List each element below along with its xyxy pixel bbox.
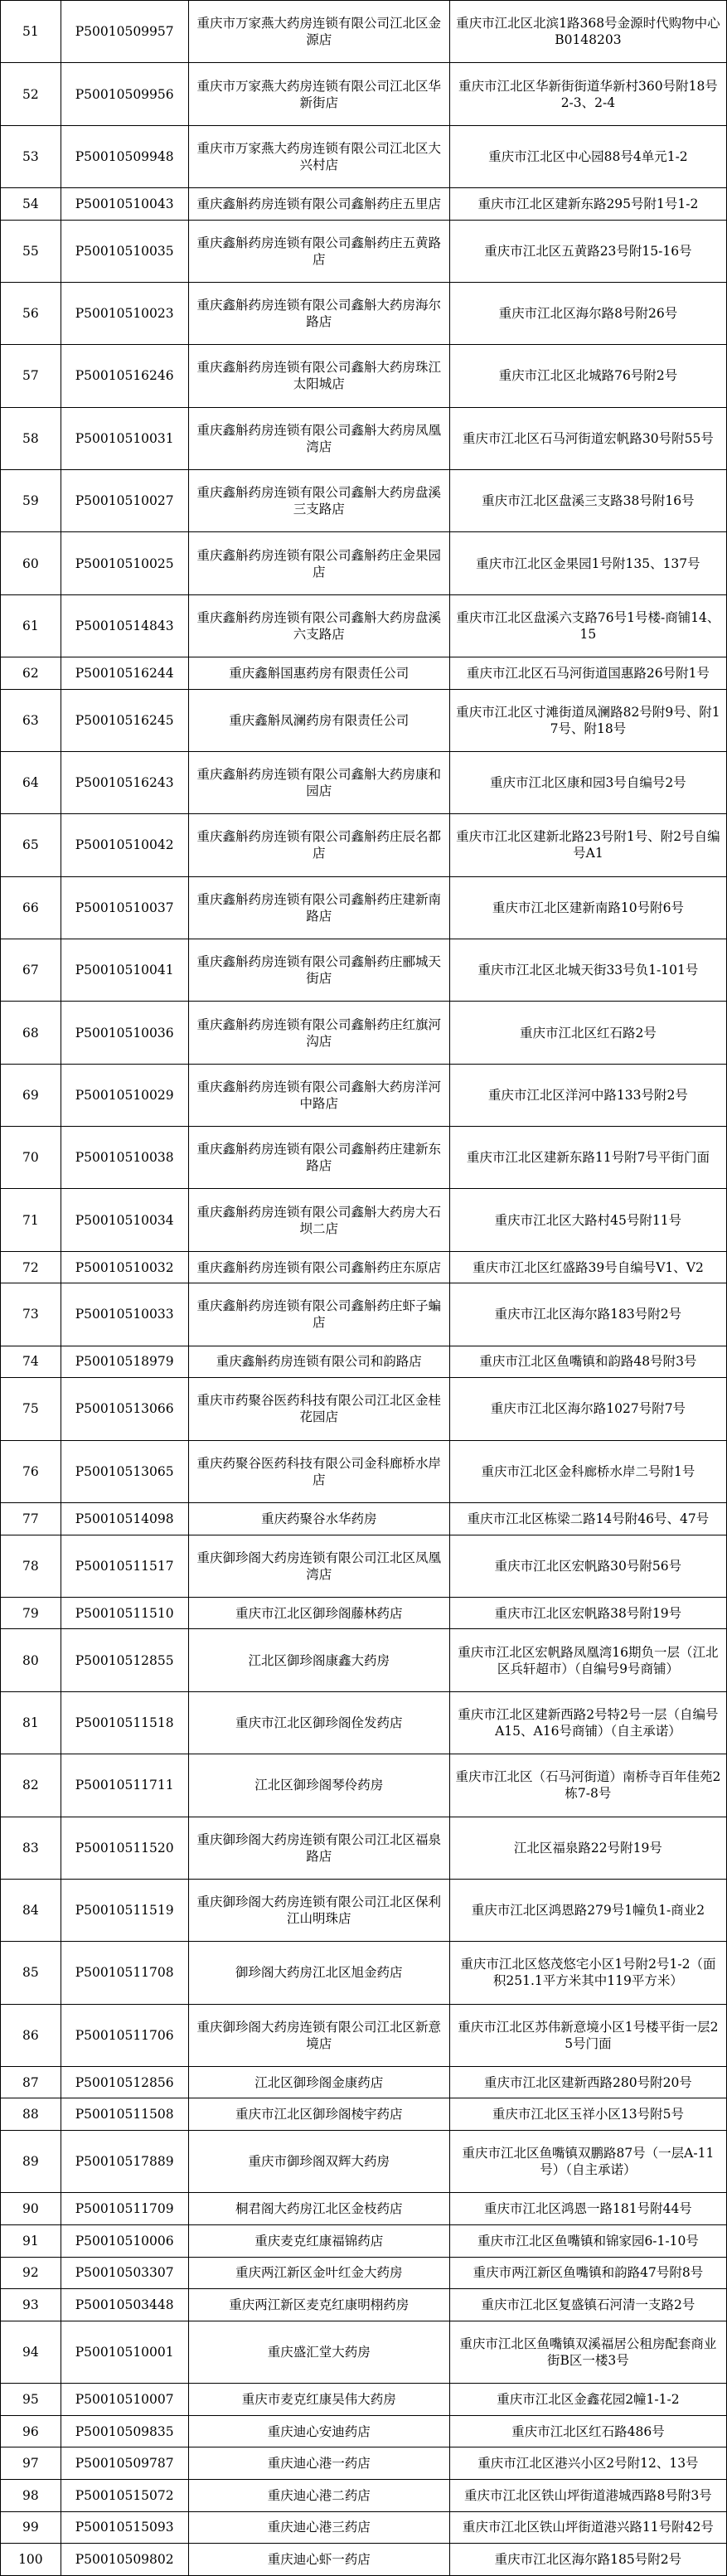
row-number-cell: 81 bbox=[1, 1691, 61, 1754]
pharmacy-name-cell: 重庆鑫斛药房连锁有限公司鑫斛药庄金果园店 bbox=[188, 532, 449, 594]
row-number-cell: 94 bbox=[1, 2321, 61, 2383]
row-number-cell: 62 bbox=[1, 657, 61, 690]
table-row bbox=[1, 1754, 727, 1817]
table-row bbox=[1, 2544, 727, 2576]
table-body bbox=[1, 1, 727, 2576]
pharmacy-name-cell: 重庆鑫斛药房连锁有限公司鑫斛药庄东原店 bbox=[188, 1251, 449, 1283]
table-row bbox=[1, 657, 727, 690]
row-number-cell: 83 bbox=[1, 1817, 61, 1879]
pharmacy-address-cell: 江北区福泉路22号附19号 bbox=[449, 1817, 726, 1879]
row-number-cell: 68 bbox=[1, 1002, 61, 1064]
pharmacy-id-cell: P50010510033 bbox=[61, 1283, 188, 1346]
pharmacy-id-cell: P50010518979 bbox=[61, 1346, 188, 1378]
row-number-cell: 54 bbox=[1, 188, 61, 221]
pharmacy-id-cell: P50010509802 bbox=[61, 2544, 188, 2576]
pharmacy-address-cell: 重庆市江北区北滨1路368号金源时代购物中心B0148203 bbox=[449, 1, 726, 63]
pharmacy-name-cell: 重庆鑫斛药房连锁有限公司鑫斛药庄郦城天街店 bbox=[188, 939, 449, 1002]
table-row bbox=[1, 1879, 727, 1941]
row-number-cell: 92 bbox=[1, 2257, 61, 2289]
pharmacy-name-cell: 重庆迪心港二药店 bbox=[188, 2479, 449, 2511]
table-row bbox=[1, 2511, 727, 2544]
pharmacy-name-cell: 重庆鑫斛药房连锁有限公司鑫斛药庄五里店 bbox=[188, 188, 449, 221]
pharmacy-name-cell: 重庆鑫斛药房连锁有限公司鑫斛药庄建新东路店 bbox=[188, 1127, 449, 1189]
pharmacy-name-cell: 重庆市万家燕大药房连锁有限公司江北区华新街店 bbox=[188, 63, 449, 125]
table-row bbox=[1, 2384, 727, 2416]
pharmacy-address-cell: 重庆市江北区鸿恩一路181号附44号 bbox=[449, 2193, 726, 2225]
pharmacy-id-cell: P50010516243 bbox=[61, 751, 188, 813]
table-row bbox=[1, 1378, 727, 1440]
table-row bbox=[1, 2479, 727, 2511]
row-number-cell: 97 bbox=[1, 2447, 61, 2480]
pharmacy-address-cell: 重庆市江北区金鑫花园2幢1-1-2 bbox=[449, 2384, 726, 2416]
pharmacy-id-cell: P50010511708 bbox=[61, 1942, 188, 2004]
pharmacy-id-cell: P50010510029 bbox=[61, 1064, 188, 1126]
pharmacy-address-cell: 重庆市江北区港兴小区2号附12、13号 bbox=[449, 2447, 726, 2480]
pharmacy-id-cell: P50010510037 bbox=[61, 876, 188, 939]
pharmacy-id-cell: P50010509948 bbox=[61, 125, 188, 187]
pharmacy-id-cell: P50010512856 bbox=[61, 2066, 188, 2098]
pharmacy-name-cell: 重庆御珍阁大药房连锁有限公司江北区凤凰湾店 bbox=[188, 1535, 449, 1597]
pharmacy-address-cell: 重庆市江北区盘溪三支路38号附16号 bbox=[449, 470, 726, 532]
pharmacy-name-cell: 重庆药聚谷水华药房 bbox=[188, 1502, 449, 1535]
pharmacy-name-cell: 重庆御珍阁大药房连锁有限公司江北区保利江山明珠店 bbox=[188, 1879, 449, 1941]
pharmacy-id-cell: P50010510041 bbox=[61, 939, 188, 1002]
row-number-cell: 87 bbox=[1, 2066, 61, 2098]
pharmacy-address-cell: 重庆市江北区洋河中路133号附2号 bbox=[449, 1064, 726, 1126]
table-row bbox=[1, 876, 727, 939]
pharmacy-id-cell: P50010511520 bbox=[61, 1817, 188, 1879]
pharmacy-name-cell: 重庆鑫斛药房连锁有限公司鑫斛大药房珠江太阳城店 bbox=[188, 345, 449, 407]
pharmacy-id-cell: P50010516246 bbox=[61, 345, 188, 407]
pharmacy-name-cell: 重庆鑫斛凤澜药房有限责任公司 bbox=[188, 689, 449, 751]
table-row bbox=[1, 1691, 727, 1754]
pharmacy-id-cell: P50010510023 bbox=[61, 282, 188, 344]
pharmacy-id-cell: P50010510031 bbox=[61, 407, 188, 469]
pharmacy-name-cell: 重庆鑫斛药房连锁有限公司鑫斛大药房康和园店 bbox=[188, 751, 449, 813]
table-row bbox=[1, 689, 727, 751]
pharmacy-name-cell: 重庆市江北区御珍阁藤林药店 bbox=[188, 1597, 449, 1629]
table-row bbox=[1, 532, 727, 594]
row-number-cell: 60 bbox=[1, 532, 61, 594]
pharmacy-id-cell: P50010509956 bbox=[61, 63, 188, 125]
table-row bbox=[1, 2193, 727, 2225]
row-number-cell: 99 bbox=[1, 2511, 61, 2544]
pharmacy-address-cell: 重庆市江北区寸滩街道凤澜路82号附9号、附17号、附18号 bbox=[449, 689, 726, 751]
pharmacy-id-cell: P50010509787 bbox=[61, 2447, 188, 2480]
row-number-cell: 95 bbox=[1, 2384, 61, 2416]
pharmacy-address-cell: 重庆市江北区建新东路295号附1号1-2 bbox=[449, 188, 726, 221]
pharmacy-id-cell: P50010510038 bbox=[61, 1127, 188, 1189]
pharmacy-address-cell: 重庆市江北区红石路2号 bbox=[449, 1002, 726, 1064]
table-row bbox=[1, 345, 727, 407]
table-row bbox=[1, 1064, 727, 1126]
row-number-cell: 64 bbox=[1, 751, 61, 813]
pharmacy-name-cell: 重庆两江新区麦克红康明栩药房 bbox=[188, 2289, 449, 2321]
pharmacy-name-cell: 重庆御珍阁大药房连锁有限公司江北区福泉路店 bbox=[188, 1817, 449, 1879]
row-number-cell: 79 bbox=[1, 1597, 61, 1629]
row-number-cell: 65 bbox=[1, 814, 61, 876]
row-number-cell: 70 bbox=[1, 1127, 61, 1189]
table-row bbox=[1, 2066, 727, 2098]
pharmacy-name-cell: 重庆御珍阁大药房连锁有限公司江北区新意境店 bbox=[188, 2004, 449, 2066]
row-number-cell: 61 bbox=[1, 594, 61, 657]
row-number-cell: 85 bbox=[1, 1942, 61, 2004]
pharmacy-id-cell: P50010509835 bbox=[61, 2415, 188, 2447]
pharmacy-id-cell: P50010510035 bbox=[61, 220, 188, 282]
row-number-cell: 69 bbox=[1, 1064, 61, 1126]
table-row bbox=[1, 63, 727, 125]
pharmacy-name-cell: 江北区御珍阁琴伶药房 bbox=[188, 1754, 449, 1817]
table-row bbox=[1, 188, 727, 221]
row-number-cell: 100 bbox=[1, 2544, 61, 2576]
pharmacy-address-cell: 重庆市江北区中心园88号4单元1-2 bbox=[449, 125, 726, 187]
pharmacy-name-cell: 重庆鑫斛药房连锁有限公司鑫斛大药房盘溪六支路店 bbox=[188, 594, 449, 657]
pharmacy-id-cell: P50010515072 bbox=[61, 2479, 188, 2511]
pharmacy-id-cell: P50010503448 bbox=[61, 2289, 188, 2321]
table-row bbox=[1, 814, 727, 876]
row-number-cell: 53 bbox=[1, 125, 61, 187]
pharmacy-name-cell: 重庆迪心虾一药店 bbox=[188, 2544, 449, 2576]
pharmacy-name-cell: 重庆药聚谷医药科技有限公司金科廊桥水岸店 bbox=[188, 1440, 449, 1502]
row-number-cell: 84 bbox=[1, 1879, 61, 1941]
pharmacy-address-cell: 重庆市江北区海尔路8号附26号 bbox=[449, 282, 726, 344]
table-row bbox=[1, 1283, 727, 1346]
table-row bbox=[1, 125, 727, 187]
pharmacy-id-cell: P50010510001 bbox=[61, 2321, 188, 2383]
pharmacy-address-cell: 重庆市江北区鱼嘴镇和锦家园6-1-10号 bbox=[449, 2225, 726, 2258]
pharmacy-id-cell: P50010509957 bbox=[61, 1, 188, 63]
row-number-cell: 56 bbox=[1, 282, 61, 344]
row-number-cell: 93 bbox=[1, 2289, 61, 2321]
table-row bbox=[1, 1127, 727, 1189]
table-row bbox=[1, 2257, 727, 2289]
table-row bbox=[1, 1002, 727, 1064]
pharmacy-address-cell: 重庆市江北区建新西路2号特2号一层（自编号A15、A16号商铺）（自主承诺） bbox=[449, 1691, 726, 1754]
row-number-cell: 88 bbox=[1, 2098, 61, 2131]
pharmacy-id-cell: P50010510025 bbox=[61, 532, 188, 594]
pharmacy-id-cell: P50010511711 bbox=[61, 1754, 188, 1817]
pharmacy-name-cell: 重庆两江新区金叶红金大药房 bbox=[188, 2257, 449, 2289]
pharmacy-name-cell: 重庆市江北区御珍阁佺发药店 bbox=[188, 1691, 449, 1754]
row-number-cell: 72 bbox=[1, 1251, 61, 1283]
pharmacy-id-cell: P50010510043 bbox=[61, 188, 188, 221]
table-row bbox=[1, 751, 727, 813]
pharmacy-name-cell: 重庆市麦克红康吴伟大药房 bbox=[188, 2384, 449, 2416]
pharmacy-id-cell: P50010512855 bbox=[61, 1629, 188, 1691]
row-number-cell: 52 bbox=[1, 63, 61, 125]
pharmacy-address-cell: 重庆市江北区海尔路185号附2号 bbox=[449, 2544, 726, 2576]
row-number-cell: 59 bbox=[1, 470, 61, 532]
pharmacy-address-cell: 重庆市江北区金果园1号附135、137号 bbox=[449, 532, 726, 594]
pharmacy-address-cell: 重庆市江北区栋梁二路14号附46号、47号 bbox=[449, 1502, 726, 1535]
pharmacy-id-cell: P50010514843 bbox=[61, 594, 188, 657]
table-row bbox=[1, 1597, 727, 1629]
pharmacy-address-cell: 重庆市江北区五黄路23号附15-16号 bbox=[449, 220, 726, 282]
pharmacy-name-cell: 重庆鑫斛药房连锁有限公司鑫斛大药房海尔路店 bbox=[188, 282, 449, 344]
pharmacy-id-cell: P50010513065 bbox=[61, 1440, 188, 1502]
row-number-cell: 82 bbox=[1, 1754, 61, 1817]
row-number-cell: 98 bbox=[1, 2479, 61, 2511]
row-number-cell: 74 bbox=[1, 1346, 61, 1378]
pharmacy-name-cell: 御珍阁大药房江北区旭金药店 bbox=[188, 1942, 449, 2004]
pharmacy-address-cell: 重庆市江北区建新西路280号附20号 bbox=[449, 2066, 726, 2098]
pharmacy-address-cell: 重庆市江北区悠茂悠宅小区1号附2号1-2（面积251.1平方米其中119平方米） bbox=[449, 1942, 726, 2004]
pharmacy-address-cell: 重庆市江北区北城天街33号负1-101号 bbox=[449, 939, 726, 1002]
pharmacy-address-cell: 重庆市两江新区鱼嘴镇和韵路47号附8号 bbox=[449, 2257, 726, 2289]
pharmacy-address-cell: 重庆市江北区鱼嘴镇双溪福居公租房配套商业街B区一楼3号 bbox=[449, 2321, 726, 2383]
table-row bbox=[1, 2447, 727, 2480]
pharmacy-name-cell: 重庆市万家燕大药房连锁有限公司江北区大兴村店 bbox=[188, 125, 449, 187]
table-row bbox=[1, 407, 727, 469]
pharmacy-name-cell: 重庆鑫斛国惠药房有限责任公司 bbox=[188, 657, 449, 690]
pharmacy-address-cell: 重庆市江北区（石马河街道）南桥寺百年佳苑2栋7-8号 bbox=[449, 1754, 726, 1817]
pharmacy-name-cell: 重庆鑫斛药房连锁有限公司鑫斛药庄五黄路店 bbox=[188, 220, 449, 282]
pharmacy-name-cell: 桐君阁大药房江北区金枝药店 bbox=[188, 2193, 449, 2225]
pharmacy-name-cell: 重庆鑫斛药房连锁有限公司鑫斛药庄辰名都店 bbox=[188, 814, 449, 876]
row-number-cell: 91 bbox=[1, 2225, 61, 2258]
pharmacy-name-cell: 重庆鑫斛药房连锁有限公司鑫斛大药房洋河中路店 bbox=[188, 1064, 449, 1126]
pharmacy-id-cell: P50010510027 bbox=[61, 470, 188, 532]
row-number-cell: 76 bbox=[1, 1440, 61, 1502]
pharmacy-address-cell: 重庆市江北区石马河街道宏帆路30号附55号 bbox=[449, 407, 726, 469]
pharmacy-address-cell: 重庆市江北区宏帆路38号附19号 bbox=[449, 1597, 726, 1629]
table-row bbox=[1, 2131, 727, 2193]
row-number-cell: 58 bbox=[1, 407, 61, 469]
pharmacy-address-cell: 重庆市江北区鱼嘴镇双鹏路87号（一层A-11号）（自主承诺） bbox=[449, 2131, 726, 2193]
row-number-cell: 80 bbox=[1, 1629, 61, 1691]
pharmacy-id-cell: P50010511517 bbox=[61, 1535, 188, 1597]
row-number-cell: 90 bbox=[1, 2193, 61, 2225]
pharmacy-address-cell: 重庆市江北区宏帆路凤凰湾16期负一层（江北区兵轩超市）（自编号9号商铺） bbox=[449, 1629, 726, 1691]
row-number-cell: 66 bbox=[1, 876, 61, 939]
pharmacy-name-cell: 重庆鑫斛药房连锁有限公司鑫斛大药房盘溪三支路店 bbox=[188, 470, 449, 532]
pharmacy-id-cell: P50010510032 bbox=[61, 1251, 188, 1283]
table-row bbox=[1, 2004, 727, 2066]
row-number-cell: 78 bbox=[1, 1535, 61, 1597]
pharmacy-address-cell: 重庆市江北区海尔路183号附2号 bbox=[449, 1283, 726, 1346]
pharmacy-name-cell: 重庆迪心港三药店 bbox=[188, 2511, 449, 2544]
table-row bbox=[1, 1502, 727, 1535]
row-number-cell: 55 bbox=[1, 220, 61, 282]
pharmacy-address-cell: 重庆市江北区铁山坪街道港兴路11号附42号 bbox=[449, 2511, 726, 2544]
pharmacy-name-cell: 重庆鑫斛药房连锁有限公司鑫斛大药房大石坝二店 bbox=[188, 1189, 449, 1251]
pharmacy-name-cell: 重庆鑫斛药房连锁有限公司鑫斛大药房凤凰湾店 bbox=[188, 407, 449, 469]
pharmacy-address-cell: 重庆市江北区宏帆路30号附56号 bbox=[449, 1535, 726, 1597]
pharmacy-address-cell: 重庆市江北区铁山坪街道港城西路8号附3号 bbox=[449, 2479, 726, 2511]
row-number-cell: 89 bbox=[1, 2131, 61, 2193]
table-row bbox=[1, 282, 727, 344]
pharmacy-name-cell: 重庆麦克红康福锦药店 bbox=[188, 2225, 449, 2258]
table-row bbox=[1, 220, 727, 282]
table-row bbox=[1, 2289, 727, 2321]
table-row bbox=[1, 1440, 727, 1502]
pharmacy-address-cell: 重庆市江北区建新南路10号附6号 bbox=[449, 876, 726, 939]
pharmacy-address-cell: 重庆市江北区红石路486号 bbox=[449, 2415, 726, 2447]
pharmacy-id-cell: P50010510034 bbox=[61, 1189, 188, 1251]
table-row bbox=[1, 1346, 727, 1378]
row-number-cell: 96 bbox=[1, 2415, 61, 2447]
table-row bbox=[1, 1629, 727, 1691]
pharmacy-address-cell: 重庆市江北区鸿恩路279号1幢负1-商业2 bbox=[449, 1879, 726, 1941]
pharmacy-name-cell: 重庆市御珍阁双辉大药房 bbox=[188, 2131, 449, 2193]
pharmacy-address-cell: 重庆市江北区石马河街道国惠路26号附1号 bbox=[449, 657, 726, 690]
row-number-cell: 63 bbox=[1, 689, 61, 751]
table-row bbox=[1, 1189, 727, 1251]
pharmacy-name-cell: 江北区御珍阁康鑫大药房 bbox=[188, 1629, 449, 1691]
table-row bbox=[1, 1535, 727, 1597]
pharmacy-id-cell: P50010513066 bbox=[61, 1378, 188, 1440]
pharmacy-id-cell: P50010510007 bbox=[61, 2384, 188, 2416]
row-number-cell: 75 bbox=[1, 1378, 61, 1440]
pharmacy-id-cell: P50010510006 bbox=[61, 2225, 188, 2258]
table-row bbox=[1, 1817, 727, 1879]
pharmacy-id-cell: P50010514098 bbox=[61, 1502, 188, 1535]
pharmacy-address-cell: 重庆市江北区鱼嘴镇和韵路48号附3号 bbox=[449, 1346, 726, 1378]
pharmacy-name-cell: 重庆鑫斛药房连锁有限公司鑫斛药庄红旗河沟店 bbox=[188, 1002, 449, 1064]
pharmacy-address-cell: 重庆市江北区建新北路23号附1号、附2号自编号A1 bbox=[449, 814, 726, 876]
pharmacy-name-cell: 重庆鑫斛药房连锁有限公司鑫斛药庄建新南路店 bbox=[188, 876, 449, 939]
pharmacy-address-cell: 重庆市江北区金科廊桥水岸二号附1号 bbox=[449, 1440, 726, 1502]
pharmacy-id-cell: P50010511508 bbox=[61, 2098, 188, 2131]
pharmacy-name-cell: 重庆市药聚谷医药科技有限公司江北区金桂花园店 bbox=[188, 1378, 449, 1440]
pharmacy-id-cell: P50010515093 bbox=[61, 2511, 188, 2544]
row-number-cell: 67 bbox=[1, 939, 61, 1002]
pharmacy-id-cell: P50010503307 bbox=[61, 2257, 188, 2289]
pharmacy-address-cell: 重庆市江北区复盛镇石河清一支路2号 bbox=[449, 2289, 726, 2321]
pharmacy-address-cell: 重庆市江北区北城路76号附2号 bbox=[449, 345, 726, 407]
pharmacy-id-cell: P50010516244 bbox=[61, 657, 188, 690]
pharmacy-id-cell: P50010517889 bbox=[61, 2131, 188, 2193]
row-number-cell: 57 bbox=[1, 345, 61, 407]
pharmacy-address-cell: 重庆市江北区建新东路11号附7号平街门面 bbox=[449, 1127, 726, 1189]
table-row bbox=[1, 2225, 727, 2258]
pharmacy-id-cell: P50010511519 bbox=[61, 1879, 188, 1941]
pharmacy-address-cell: 重庆市江北区苏伟新意境小区1号楼平街一层25号门面 bbox=[449, 2004, 726, 2066]
pharmacy-address-cell: 重庆市江北区盘溪六支路76号1号楼-商铺14、15 bbox=[449, 594, 726, 657]
row-number-cell: 73 bbox=[1, 1283, 61, 1346]
pharmacy-name-cell: 重庆盛汇堂大药房 bbox=[188, 2321, 449, 2383]
pharmacy-id-cell: P50010510036 bbox=[61, 1002, 188, 1064]
table-row bbox=[1, 2321, 727, 2383]
pharmacy-name-cell: 重庆迪心港一药店 bbox=[188, 2447, 449, 2480]
table-row bbox=[1, 1, 727, 63]
row-number-cell: 71 bbox=[1, 1189, 61, 1251]
pharmacy-address-cell: 重庆市江北区红盛路39号自编号V1、V2 bbox=[449, 1251, 726, 1283]
pharmacy-name-cell: 重庆鑫斛药房连锁有限公司和韵路店 bbox=[188, 1346, 449, 1378]
pharmacy-name-cell: 重庆鑫斛药房连锁有限公司鑫斛药庄虾子蝙店 bbox=[188, 1283, 449, 1346]
table-row bbox=[1, 470, 727, 532]
pharmacy-id-cell: P50010510042 bbox=[61, 814, 188, 876]
pharmacy-name-cell: 江北区御珍阁金康药店 bbox=[188, 2066, 449, 2098]
pharmacy-address-cell: 重庆市江北区康和园3号自编号2号 bbox=[449, 751, 726, 813]
row-number-cell: 77 bbox=[1, 1502, 61, 1535]
table-row bbox=[1, 939, 727, 1002]
table-row bbox=[1, 2098, 727, 2131]
table-row bbox=[1, 594, 727, 657]
pharmacy-address-cell: 重庆市江北区华新街街道华新村360号附18号2-3、2-4 bbox=[449, 63, 726, 125]
pharmacy-name-cell: 重庆市万家燕大药房连锁有限公司江北区金源店 bbox=[188, 1, 449, 63]
table-row bbox=[1, 1942, 727, 2004]
row-number-cell: 51 bbox=[1, 1, 61, 63]
row-number-cell: 86 bbox=[1, 2004, 61, 2066]
table-row bbox=[1, 2415, 727, 2447]
pharmacy-address-cell: 重庆市江北区大路村45号附11号 bbox=[449, 1189, 726, 1251]
pharmacy-id-cell: P50010511518 bbox=[61, 1691, 188, 1754]
pharmacy-id-cell: P50010511709 bbox=[61, 2193, 188, 2225]
table-row bbox=[1, 1251, 727, 1283]
pharmacy-address-cell: 重庆市江北区海尔路1027号附7号 bbox=[449, 1378, 726, 1440]
pharmacy-id-cell: P50010516245 bbox=[61, 689, 188, 751]
pharmacy-id-cell: P50010511706 bbox=[61, 2004, 188, 2066]
pharmacy-address-cell: 重庆市江北区玉祥小区13号附5号 bbox=[449, 2098, 726, 2131]
pharmacy-name-cell: 重庆市江北区御珍阁棱宇药店 bbox=[188, 2098, 449, 2131]
pharmacy-id-cell: P50010511510 bbox=[61, 1597, 188, 1629]
pharmacy-name-cell: 重庆迪心安迪药店 bbox=[188, 2415, 449, 2447]
